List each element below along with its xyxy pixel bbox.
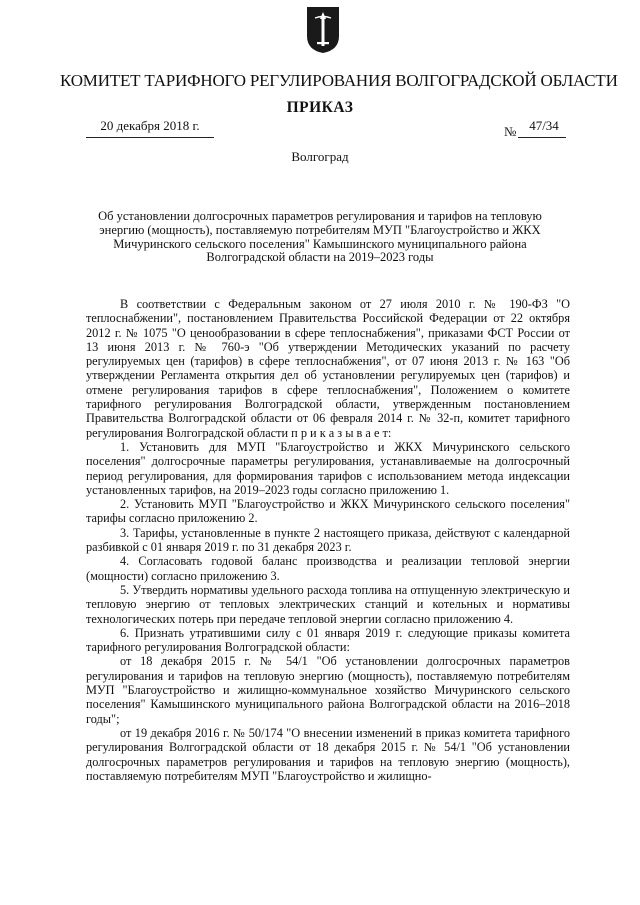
document-type: ПРИКАЗ (286, 99, 354, 116)
volgograd-coat-of-arms-icon (306, 6, 340, 54)
city-name: Волгоград (291, 149, 349, 164)
document-date: 20 декабря 2018 г. (100, 118, 200, 133)
document-number: 47/34 (529, 118, 559, 133)
date-underline (86, 137, 214, 138)
clause-paragraph: 5. Утвердить нормативы удельного расхода топлива на отпущенную электрическую и тепловую энергию от тепловых электрических станций и котельных и нормативы технологических потерь при передаче тепловой энергии согласно приложению 4. (86, 582, 570, 626)
document-subject: Об установлении долгосрочных параметров регулирования и тарифов на тепловую энергию (мощность), поставляемую потребителям МУП "Благоустройство и ЖКХ Мичуринского сельского поселения" Камышинского муниципального района Волгоградской области на 2019–2023 годы (98, 209, 542, 265)
repealed-order-item: от 19 декабря 2016 г. № 50/174 "О внесении изменений в приказ комитета тарифного регулирования Волгоградской области от 18 декабря 2015 г. № 54/1 "Об установлении долгосрочных параметров регулирования и тарифов на тепловую энергию (мощность), поставляемую потребителям МУП "Благоустройство и жилищно- (86, 725, 570, 783)
repealed-order-item: от 18 декабря 2015 г. № 54/1 "Об установлении долгосрочных параметров регулирования и тарифов на тепловую энергию (мощность), поставляемую потребителям МУП "Благоустройство и жилищно-коммунальное хозяйство Мичуринского сельского поселения" Камышинского муниципального района Волгоградской области на 2016–2018 годы"; (86, 654, 570, 726)
clause-paragraph: 2. Установить МУП "Благоустройство и ЖКХ Мичуринского сельского поселения" тарифы согласно приложению 2. (86, 497, 570, 526)
number-sign: № (504, 124, 517, 139)
organization-title: КОМИТЕТ ТАРИФНОГО РЕГУЛИРОВАНИЯ ВОЛГОГРАДСКОЙ ОБЛАСТИ (60, 71, 618, 90)
clause-paragraph: 4. Согласовать годовой баланс производства и реализации тепловой энергии (мощности) согласно приложению 3. (86, 554, 570, 583)
preamble-paragraph: В соответствии с Федеральным законом от 27 июля 2010 г. № 190-ФЗ "О теплоснабжении", постановлением Правительства Российской Федерации от 22 октября 2012 г. № 1075 "О ценообразовании в сфере теплоснабжения", приказами ФСТ России от 13 июня 2013 г. № 760-э "Об утверждении Методических указаний по расчету регулируемых цен (тарифов) в сфере теплоснабжения", от 07 июня 2013 г. № 163 "Об утверждении Регламента открытия дел об установлении регулируемых цен (тарифов) и отмене регулирования тарифов в сфере теплоснабжения", Положением о комитете тарифного регулирования Волгоградской области, утвержденным постановлением Правительства Волгоградской области от 06 февраля 2014 г. № 32-п, комитет тарифного регулирования Волгоградской области п р и к а з ы в а е т: (86, 297, 570, 440)
clause-paragraph: 6. Признать утратившими силу с 01 января 2019 г. следующие приказы комитета тарифного регулирования Волгоградской области: (86, 625, 570, 655)
clause-paragraph: 3. Тарифы, установленные в пункте 2 настоящего приказа, действуют с календарной разбивкой с 01 января 2019 г. по 31 декабря 2023 г. (86, 525, 570, 555)
number-underline (518, 137, 566, 138)
clause-paragraph: 1. Установить для МУП "Благоустройство и ЖКХ Мичуринского сельского поселения" долгосрочные параметры регулирования, устанавливаемые на долгосрочный период регулирования, для формирования тарифов с использованием метода индексации установленных тарифов, на 2019–2023 годы согласно приложению 1. (86, 439, 570, 497)
document-body (86, 297, 570, 783)
